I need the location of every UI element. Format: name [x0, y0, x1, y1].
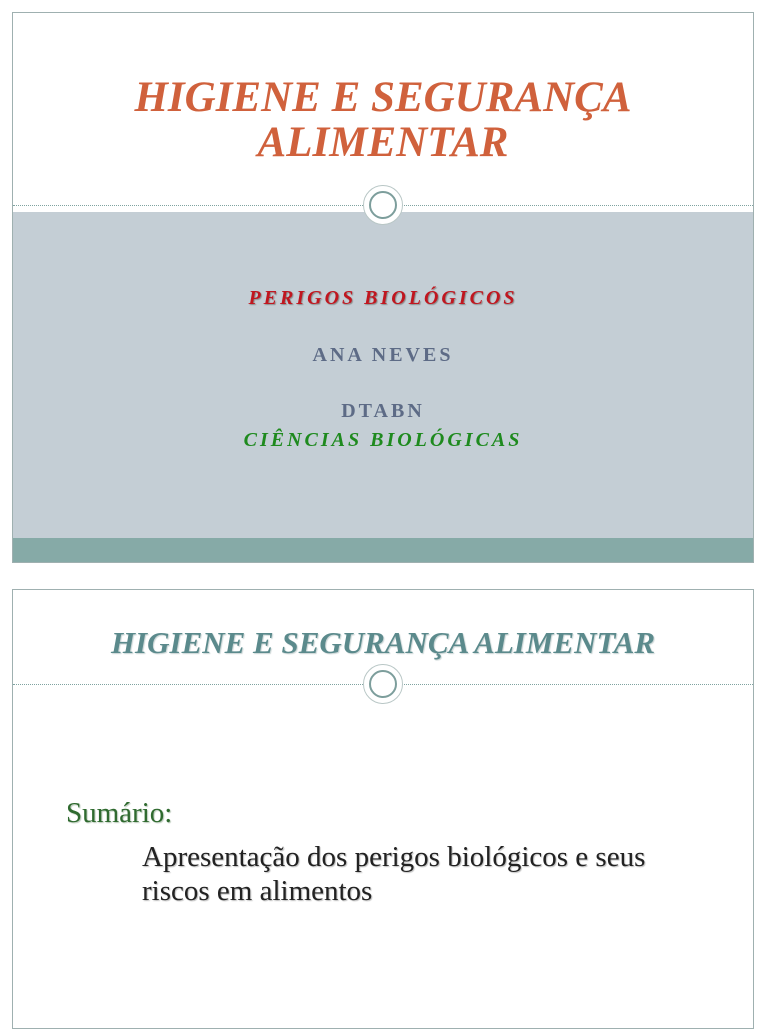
summary-label: Sumário: [66, 797, 173, 829]
summary-text [142, 840, 722, 908]
slide-2 [12, 589, 754, 1029]
divider-ring-icon [363, 185, 403, 225]
field-of-study: CIÊNCIAS BIOLÓGICAS [243, 429, 523, 451]
slide-1-title-line-1: HIGIENE E SEGURANÇA [134, 74, 632, 121]
subtitle: PERIGOS BIOLÓGICOS [248, 287, 518, 309]
slide-1-title-line-2: ALIMENTAR [257, 119, 509, 166]
author-name: ANA NEVES [312, 344, 454, 366]
footer-bar [13, 538, 753, 563]
slide-2-title: HIGIENE E SEGURANÇA ALIMENTAR [110, 625, 656, 660]
summary-line-1: Apresentação dos perigos biológicos e seus [142, 841, 646, 873]
divider-ring-icon [363, 664, 403, 704]
slide-1-title [13, 75, 753, 165]
department: DTABN [341, 400, 425, 422]
summary-line-2: riscos em alimentos [142, 875, 373, 907]
subtitle-band [13, 212, 753, 538]
slide-1 [12, 12, 754, 563]
